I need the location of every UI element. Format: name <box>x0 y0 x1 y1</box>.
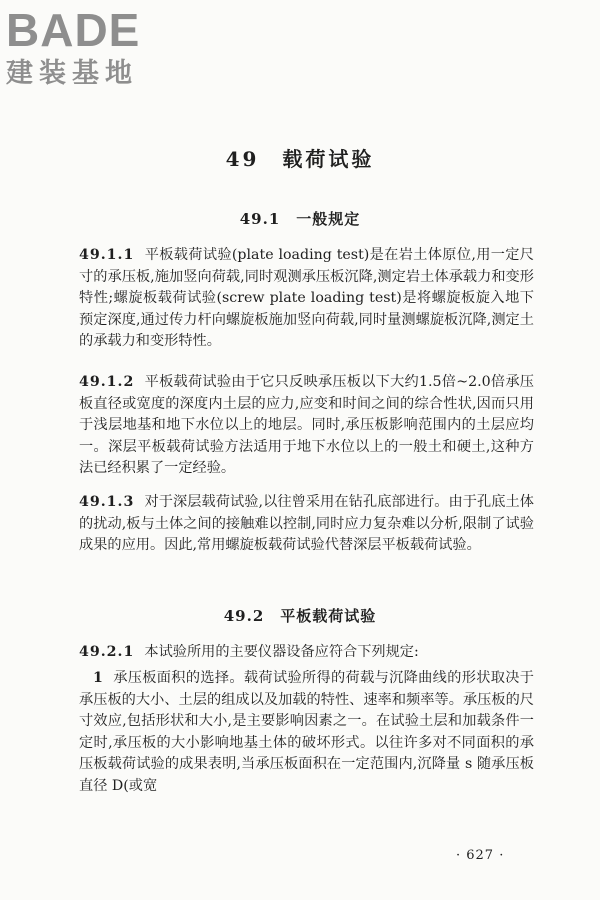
chapter-title: 49 载荷试验 <box>225 147 375 171</box>
paragraph-text: 对于深层载荷试验,以往曾采用在钻孔底部进行。由于孔底土体的扰动,板与土体之间的接触难以控制,同时应力复杂难以分析,限制了试验成果的应用。因此,常用螺旋板载荷试验代替深层平板载荷试验。 <box>79 494 534 553</box>
paragraph-number: 49.1.1 <box>79 247 135 263</box>
logo-word: BADE <box>6 4 141 56</box>
paragraph-text: 本试验所用的主要仪器设备应符合下列规定: <box>144 644 419 660</box>
page-number: · 627 · <box>456 848 505 863</box>
list-item <box>79 668 534 797</box>
paragraph-text: 平板载荷试验(plate loading test)是在岩土体原位,用一定尺寸的承压板,施加竖向荷载,同时观测承压板沉降,测定岩土体承载力和变形特性;螺旋板载荷试验(screw plate loading test)是将螺旋板旋入地下预定深度,通过传力杆向螺旋板施加竖向荷载,同时量测螺旋板沉降,测定土的承载力和变形特性。 <box>79 247 534 349</box>
logo-subtitle: 建装基地 <box>6 58 138 89</box>
paragraph <box>79 642 534 664</box>
paragraph <box>79 492 534 557</box>
section-heading: 49.2 平板载荷试验 <box>223 607 377 625</box>
list-item-number: 1 <box>93 670 103 686</box>
paragraph-text: 平板载荷试验由于它只反映承压板以下大约1.5倍~2.0倍承压板直径或宽度的深度内土层的应力,应变和时间之间的综合性状,因而只用于浅层地基和地下水位以上的地层。同时,承压板影响范围内的土层应均一。深层平板载荷试验方法适用于地下水位以上的一般土和硬土,这种方法已经积累了一定经验。 <box>79 374 534 476</box>
paragraph-number: 49.1.3 <box>79 494 135 510</box>
paragraph-number: 49.1.2 <box>79 374 135 390</box>
paragraph-number: 49.2.1 <box>79 644 135 660</box>
bade-logo <box>6 6 176 90</box>
paragraph <box>79 372 534 480</box>
section-heading: 49.1 一般规定 <box>239 210 361 228</box>
list-item-text: 承压板面积的选择。载荷试验所得的荷载与沉降曲线的形状取决于承压板的大小、土层的组成以及加载的特性、速率和频率等。承压板的尺寸效应,包括形状和大小,是主要影响因素之一。在试验土层和加载条件一定时,承压板的大小影响地基土体的破坏形式。以往许多对不同面积的承压板载荷试验的成果表明,当承压板面积在一定范围内,沉降量 s 随承压板直径 D(或宽 <box>79 670 534 794</box>
paragraph <box>79 245 534 353</box>
